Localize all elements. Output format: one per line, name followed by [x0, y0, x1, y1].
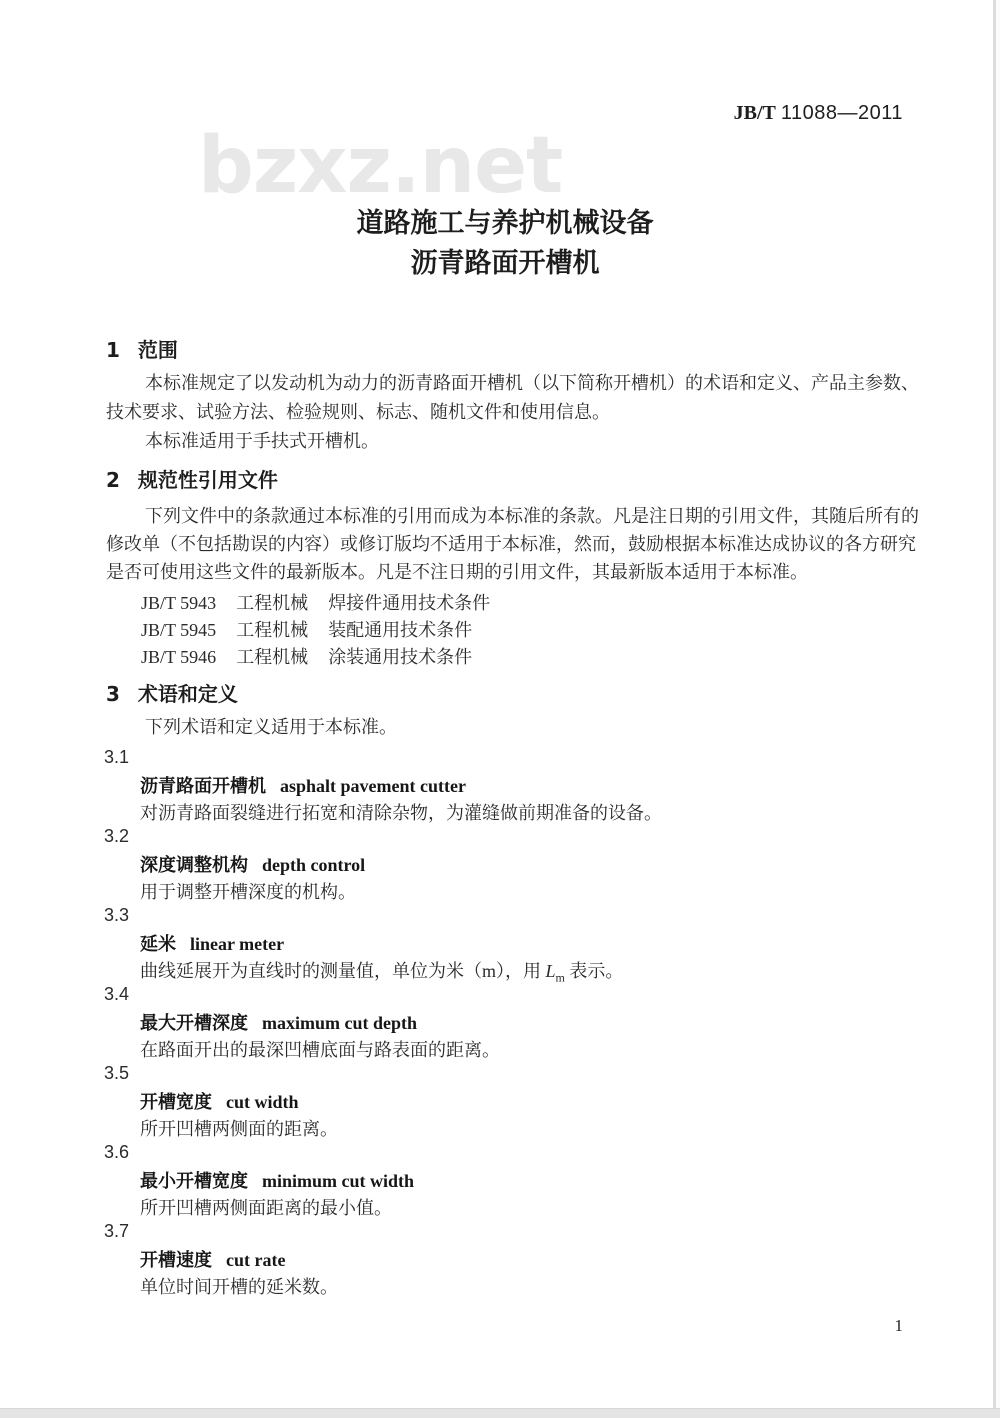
symbol-L: L	[545, 961, 556, 981]
terms-intro-line: 下列术语和定义适用于本标准。	[145, 717, 397, 737]
scope-paragraph-line: 技术要求、试验方法、检验规则、标志、随机文件和使用信息。	[106, 402, 610, 422]
standard-code-number: 11088—2011	[780, 102, 903, 124]
section-references-title: 规范性引用文件	[137, 468, 278, 492]
reference-org: 工程机械	[236, 593, 309, 613]
symbol-subscript: m	[555, 970, 565, 985]
term-heading	[140, 1009, 417, 1035]
doc-title-line2: 沥青路面开槽机	[410, 248, 600, 279]
reference-code: JB/T 5946	[141, 647, 217, 667]
page-bottom-margin	[0, 1408, 1000, 1418]
standard-code	[734, 102, 903, 125]
term-definition: 所开凹槽两侧面的距离。	[140, 1119, 338, 1139]
reference-entry	[141, 616, 472, 642]
term-number: 3.6	[104, 1142, 130, 1162]
term-en: depth control	[262, 855, 366, 875]
term-definition: 单位时间开槽的延米数。	[140, 1277, 338, 1297]
section-scope-number: 1	[106, 338, 120, 362]
term-zh: 开槽宽度	[140, 1092, 212, 1113]
scope-paragraph-line: 本标准适用于手扶式开槽机。	[145, 431, 379, 451]
term-heading	[140, 1167, 414, 1193]
standard-code-prefix: JB/T	[733, 102, 776, 124]
term-zh: 开槽速度	[140, 1250, 212, 1271]
term-definition: 在路面开出的最深凹槽底面与路表面的距离。	[140, 1040, 500, 1060]
term-number: 3.7	[104, 1221, 130, 1241]
section-references-number: 2	[106, 468, 120, 492]
term-zh: 深度调整机构	[140, 855, 248, 876]
term-definition: 所开凹槽两侧面距离的最小值。	[140, 1198, 392, 1218]
term-en: maximum cut depth	[262, 1013, 418, 1033]
scope-paragraph-line: 本标准规定了以发动机为动力的沥青路面开槽机（以下简称开槽机）的术语和定义、产品主参数、	[145, 373, 919, 393]
term-en: minimum cut width	[262, 1171, 415, 1191]
definition-text: 曲线延展开为直线时的测量值，单位为米（m），用	[140, 961, 546, 981]
term-zh: 延米	[140, 934, 176, 955]
page-number: 1	[894, 1316, 903, 1335]
term-en: cut width	[226, 1092, 299, 1112]
references-paragraph-line: 下列文件中的条款通过本标准的引用而成为本标准的条款。凡是注日期的引用文件，其随后所有的	[145, 506, 919, 526]
section-references-heading	[106, 464, 278, 493]
reference-code: JB/T 5943	[141, 593, 217, 613]
term-definition	[140, 957, 623, 986]
reference-org: 工程机械	[236, 647, 309, 667]
section-terms-title: 术语和定义	[137, 682, 238, 706]
reference-entry	[141, 589, 490, 615]
references-paragraph-line: 是否可使用这些文件的最新版本。凡是不注日期的引用文件，其最新版本适用于本标准。	[106, 562, 808, 582]
term-zh: 最小开槽宽度	[140, 1171, 248, 1192]
reference-title: 装配通用技术条件	[328, 620, 473, 640]
reference-entry	[141, 643, 472, 669]
term-heading	[140, 930, 284, 956]
term-number: 3.1	[104, 747, 130, 767]
term-definition: 用于调整开槽深度的机构。	[140, 882, 356, 902]
term-heading	[140, 1246, 285, 1272]
term-heading	[140, 1088, 299, 1114]
references-paragraph-line: 修改单（不包括勘误的内容）或修订版均不适用于本标准，然而，鼓励根据本标准达成协议的各方研究	[106, 534, 916, 554]
section-scope-title: 范围	[137, 338, 178, 362]
term-number: 3.2	[104, 826, 130, 846]
section-scope-heading	[106, 334, 178, 363]
term-zh: 最大开槽深度	[140, 1013, 248, 1034]
term-number: 3.5	[104, 1063, 130, 1083]
term-number: 3.3	[104, 905, 130, 925]
term-number: 3.4	[104, 984, 130, 1004]
section-terms-heading	[106, 678, 238, 707]
term-en: asphalt pavement cutter	[280, 776, 466, 796]
term-en: cut rate	[226, 1250, 286, 1270]
definition-text: 表示。	[564, 961, 624, 981]
term-heading	[140, 772, 466, 798]
section-terms-number: 3	[106, 682, 120, 706]
reference-org: 工程机械	[236, 620, 309, 640]
term-zh: 沥青路面开槽机	[140, 776, 266, 797]
reference-title: 涂装通用技术条件	[328, 647, 473, 667]
term-heading	[140, 851, 365, 877]
term-definition: 对沥青路面裂缝进行拓宽和清除杂物，为灌缝做前期准备的设备。	[140, 803, 662, 823]
watermark: bzxz.net	[198, 121, 563, 211]
doc-title-line1: 道路施工与养护机械设备	[356, 208, 654, 239]
reference-code: JB/T 5945	[141, 620, 217, 640]
reference-title: 焊接件通用技术条件	[328, 593, 491, 613]
term-en: linear meter	[190, 934, 285, 954]
